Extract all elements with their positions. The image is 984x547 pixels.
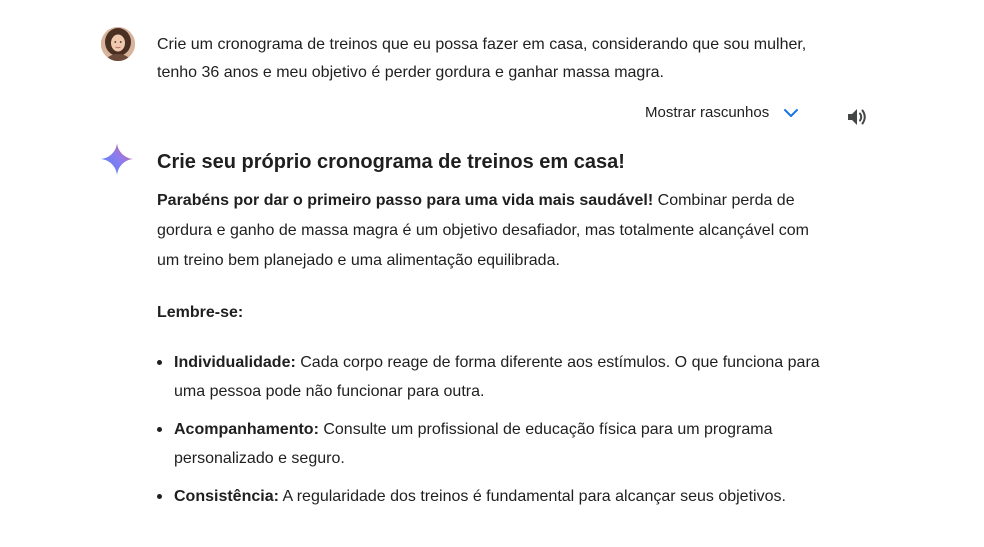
tip-text: A regularidade dos treinos é fundamental para alcançar seus objetivos. [278,488,786,505]
user-message: Crie um cronograma de treinos que eu possa fazer em casa, considerando que sou mulher, tenho 36 anos e meu objetivo é perder gordura e ganhar massa magra. [157,36,807,81]
user-avatar [101,27,135,61]
intro-bold-text: Parabéns por dar o primeiro passo para uma vida mais saudável! [157,192,654,209]
tip-term: Individualidade: [174,354,296,371]
intro-text: Combinar perda de gordura e ganho de massa magra é um objetivo desafiador, mas totalmente alcançável com um treino bem planejado e uma alimentação equilibrada. [157,192,809,269]
tip-text: Consulte um profissional de educação física para um programa personalizado e seguro. [174,421,773,467]
speaker-icon[interactable] [846,106,870,128]
tip-term: Acompanhamento: [174,421,319,438]
list-item [157,415,827,473]
gemini-spark-icon [100,142,134,176]
tip-text: Cada corpo reage de forma diferente aos estímulos. O que funciona para uma pessoa pode não funcionar para outra. [174,354,820,400]
list-item [157,348,827,406]
remember-heading: Lembre-se: [157,304,244,321]
show-drafts-button[interactable] [645,104,799,121]
tips-list [157,348,827,511]
bullet-icon [157,360,162,365]
bullet-icon [157,427,162,432]
chevron-down-icon [783,108,799,118]
model-response [157,148,827,520]
response-title: Crie seu próprio cronograma de treinos em casa! [157,151,625,173]
show-drafts-label: Mostrar rascunhos [645,104,770,121]
tip-term: Consistência: [174,488,279,505]
bullet-icon [157,494,162,499]
list-item [157,482,827,511]
response-intro [157,186,827,276]
